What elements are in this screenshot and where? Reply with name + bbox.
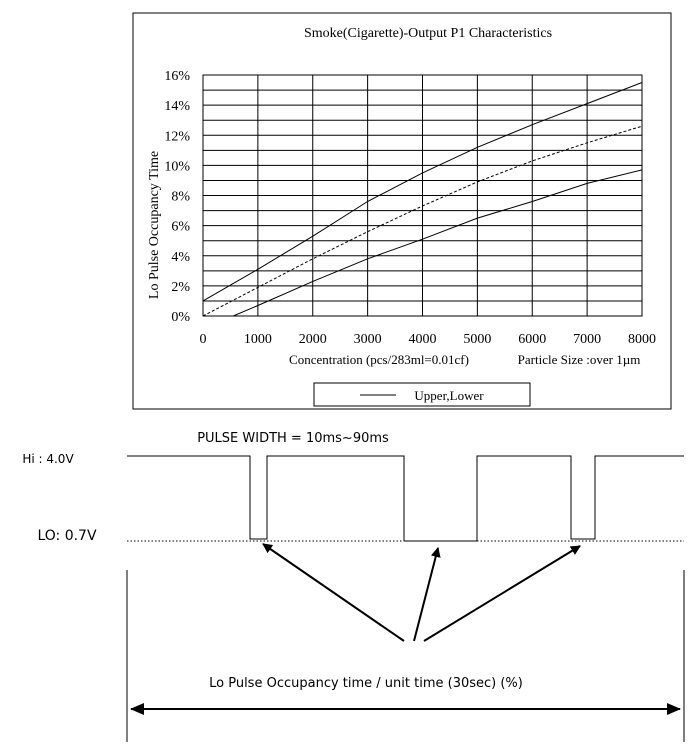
x-tick-label: 3000 (353, 332, 382, 347)
x-tick-label: 0 (199, 332, 207, 347)
y-tick-label: 2% (171, 279, 190, 295)
chart (133, 13, 671, 409)
y-tick-label: 14% (164, 99, 190, 115)
x-tick-label: 7000 (573, 332, 602, 347)
x-tick-label: 8000 (628, 332, 656, 347)
legend (314, 383, 530, 406)
y-tick-label: 16% (164, 69, 190, 84)
pulse-arrow-1 (263, 544, 404, 641)
occupancy-label: Lo Pulse Occupancy time / unit time (30sec) (%) (209, 676, 523, 691)
y-tick-label: 6% (171, 219, 190, 235)
x-axis-label: Concentration (pcs/283ml=0.01cf) (289, 352, 469, 367)
y-tick-label: 4% (171, 249, 190, 265)
x-tick-label: 6000 (518, 332, 547, 347)
x-tick-label: 5000 (463, 332, 492, 347)
lo-voltage-label: LO: 0.7V (37, 528, 97, 544)
x-tick-label: 1000 (243, 332, 272, 347)
legend-label: Upper,Lower (414, 388, 484, 403)
hi-voltage-label: Hi : 4.0V (22, 452, 74, 466)
unit-time-left-arrowhead (130, 703, 144, 715)
chart-title: Smoke(Cigarette)-Output P1 Characteristics (303, 26, 553, 41)
unit-time-right-arrowhead (667, 703, 681, 715)
pulse-arrow-3 (424, 546, 580, 641)
y-axis-label: Lo Pulse Occupancy Time (147, 150, 162, 300)
x-tick-label: 2000 (298, 332, 327, 347)
y-tick-label: 12% (164, 129, 190, 145)
pulse-waveform (127, 456, 684, 541)
y-tick-label: 0% (171, 310, 190, 325)
x-axis-note: Particle Size :over 1µm (517, 352, 641, 367)
pulse-arrow-2 (414, 548, 438, 641)
pulse-width-label: PULSE WIDTH = 10ms~90ms (197, 431, 389, 446)
x-tick-labels (200, 332, 657, 347)
y-tick-label: 8% (171, 189, 190, 205)
x-tick-label: 4000 (408, 332, 437, 347)
waveform-diagram (22, 431, 684, 742)
y-tick-label: 10% (164, 159, 190, 175)
